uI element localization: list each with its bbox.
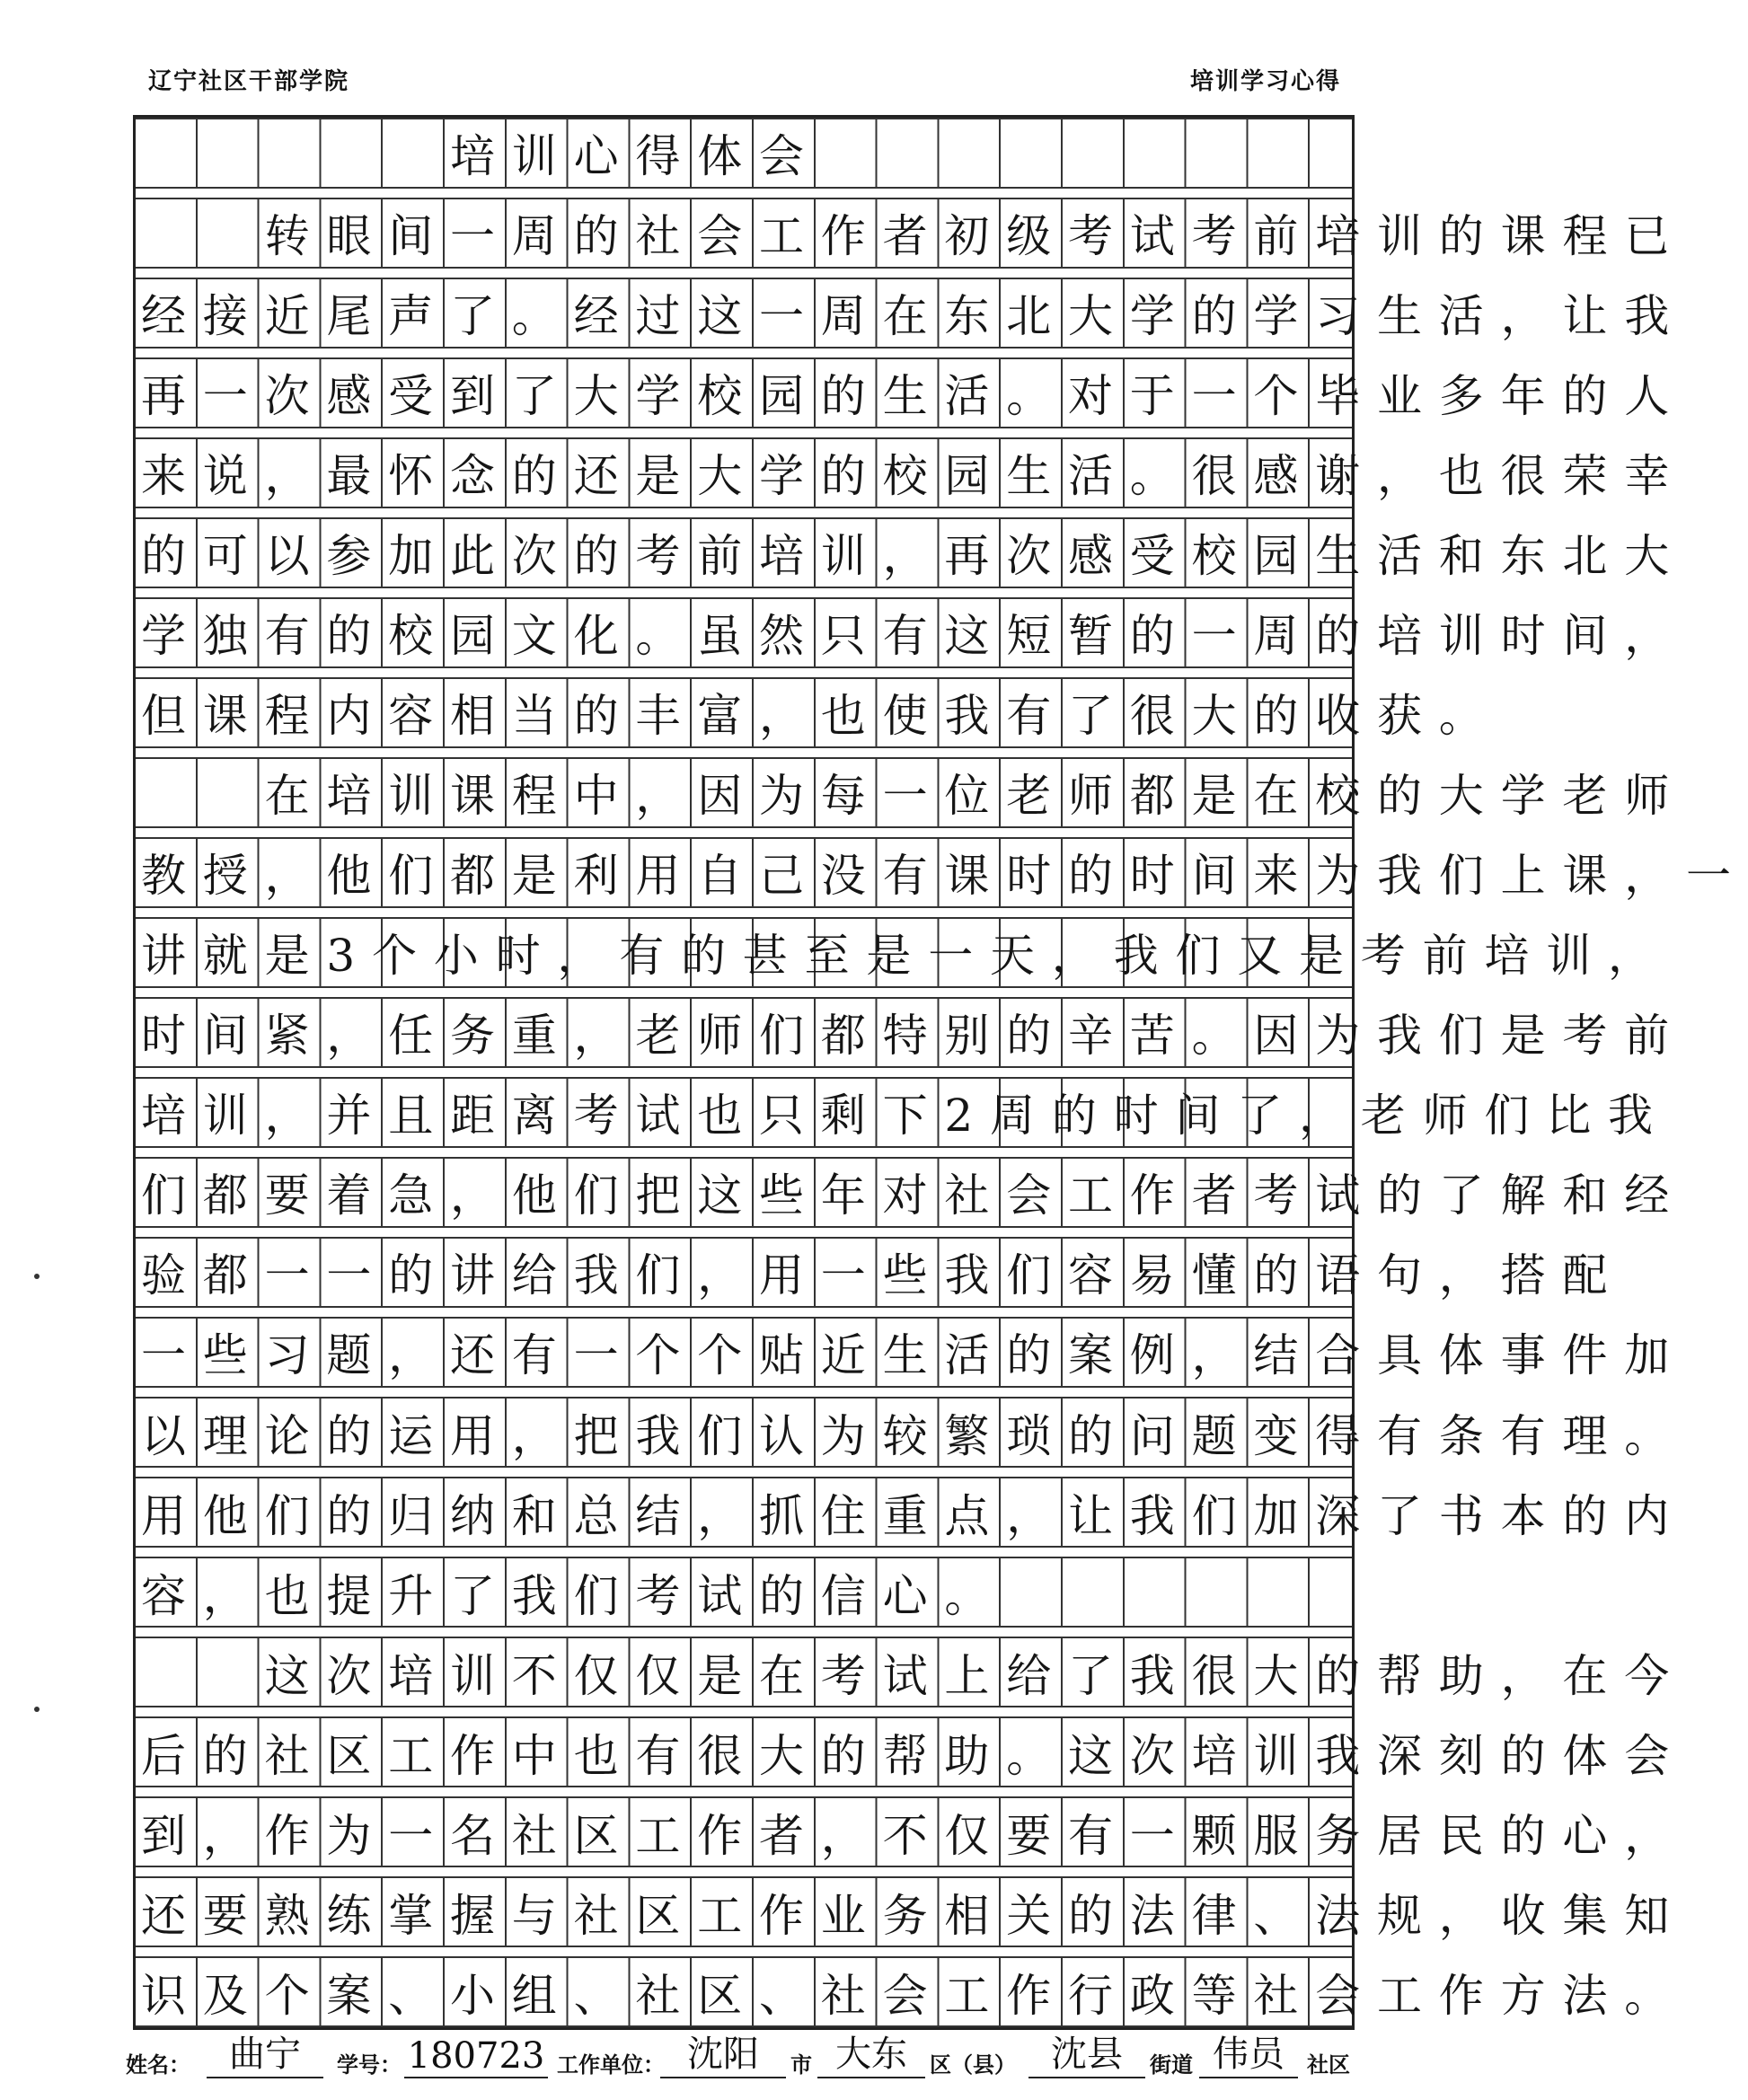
essay-line: 学独有的校园文化。虽然只有这短暂的一周的培训时间， <box>141 610 1686 663</box>
community-label: 社区 <box>1307 2052 1350 2078</box>
scan-dot <box>34 1707 40 1712</box>
city-value: 沈阳 <box>660 2025 786 2078</box>
name-value: 曲宁 <box>207 2025 323 2078</box>
essay-line: 在培训课程中，因为每一位老师都是在校的大学老师 <box>141 770 1686 823</box>
grid-row <box>136 597 1686 668</box>
id-label: 学号： <box>337 2052 402 2078</box>
grid-row <box>136 1157 1686 1228</box>
city-label: 市 <box>790 2052 812 2078</box>
essay-title: 培训心得体会 <box>141 130 821 183</box>
grid-row <box>136 1397 1686 1468</box>
essay-line: 时间紧，任务重，老师们都特别的辛苦。因为我们是考前 <box>141 1010 1686 1063</box>
footer-info <box>126 2032 1365 2086</box>
grid-row <box>136 917 1670 988</box>
scan-dot <box>34 1274 40 1279</box>
grid-row <box>136 1557 1352 1628</box>
id-value: 180723 <box>404 2035 548 2078</box>
grid-row <box>136 1317 1686 1388</box>
grid-row <box>136 837 1748 908</box>
essay-line: 容，也提升了我们考试的信心。 <box>141 1569 1007 1622</box>
grid-row <box>136 997 1686 1068</box>
grid-row <box>136 278 1686 349</box>
essay-line: 一些习题，还有一个个贴近生活的案例，结合具体事件加 <box>141 1329 1686 1382</box>
grid-row <box>136 1716 1686 1787</box>
grid-row <box>136 1956 1686 2027</box>
grid-row <box>136 1077 1670 1148</box>
essay-line: 教授，他们都是利用自己没有课时的时间来为我们上课，一 <box>141 850 1748 903</box>
essay-line: 再一次感受到了大学校园的生活。对于一个毕业多年的人 <box>141 370 1686 423</box>
grid-row <box>136 1796 1686 1867</box>
essay-line: 培训，并且距离考试也只剩下2周的时间了，老师们比我 <box>141 1090 1670 1143</box>
grid-row <box>136 1237 1625 1308</box>
name-label: 姓名： <box>126 2052 190 2078</box>
essay-line: 经接近尾声了。经过这一周在东北大学的学习生活，让我 <box>141 290 1686 343</box>
unit-label: 工作单位： <box>557 2052 665 2078</box>
essay-line: 以理论的运用，把我们认为较繁琐的问题变得有条有理。 <box>141 1409 1686 1462</box>
grid-row <box>136 517 1686 588</box>
essay-line: 的可以参加此次的考前培训，再次感受校园生活和东北大 <box>141 530 1686 583</box>
page-category: 培训学习心得 <box>1189 68 1341 95</box>
grid-row <box>136 1637 1686 1707</box>
grid-row <box>136 198 1686 269</box>
essay-line: 还要熟练掌握与社区工作业务相关的法律、法规，收集知 <box>141 1889 1686 1942</box>
essay-line: 后的社区工作中也有很大的帮助。这次培训我深刻的体会 <box>141 1729 1686 1782</box>
essay-line: 讲就是3个小时，有的甚至是一天，我们又是考前培训， <box>141 930 1670 983</box>
grid-row <box>136 357 1686 428</box>
street-value: 沈县 <box>1028 2025 1145 2078</box>
grid-row <box>136 757 1686 828</box>
essay-line: 识及个案、小组、社区、社会工作行政等社会工作方法。 <box>141 1969 1686 2022</box>
essay-line: 验都一一的讲给我们，用一些我们容易懂的语句，搭配 <box>141 1249 1625 1302</box>
essay-line: 们都要着急，他们把这些年对社会工作者考试的了解和经 <box>141 1169 1686 1222</box>
grid-row <box>136 677 1501 748</box>
community-value: 伟员 <box>1199 2025 1298 2078</box>
essay-line: 来说，最怀念的还是大学的校园生活。很感谢，也很荣幸 <box>141 450 1686 503</box>
grid-row <box>136 1477 1686 1548</box>
essay-line: 到，作为一名社区工作者，不仅要有一颗服务居民的心， <box>141 1809 1686 1862</box>
essay-line: 但课程内容相当的丰富，也使我有了很大的收获。 <box>141 690 1501 743</box>
grid-row <box>136 437 1686 508</box>
street-label: 街道 <box>1150 2052 1193 2078</box>
district-label: 区（县） <box>930 2052 1016 2078</box>
essay-line: 这次培训不仅仅是在考试上给了我很大的帮助，在今 <box>141 1649 1686 1702</box>
essay-line: 转眼间一周的社会工作者初级考试考前培训的课程已 <box>141 210 1686 263</box>
district-value: 大东 <box>817 2025 925 2078</box>
essay-line: 用他们的归纳和总结，抓住重点，让我们加深了书本的内 <box>141 1489 1686 1542</box>
grid-row <box>136 1876 1686 1947</box>
school-name: 辽宁社区干部学院 <box>148 68 350 95</box>
grid-row <box>136 118 1352 189</box>
writing-grid <box>133 115 1748 2030</box>
